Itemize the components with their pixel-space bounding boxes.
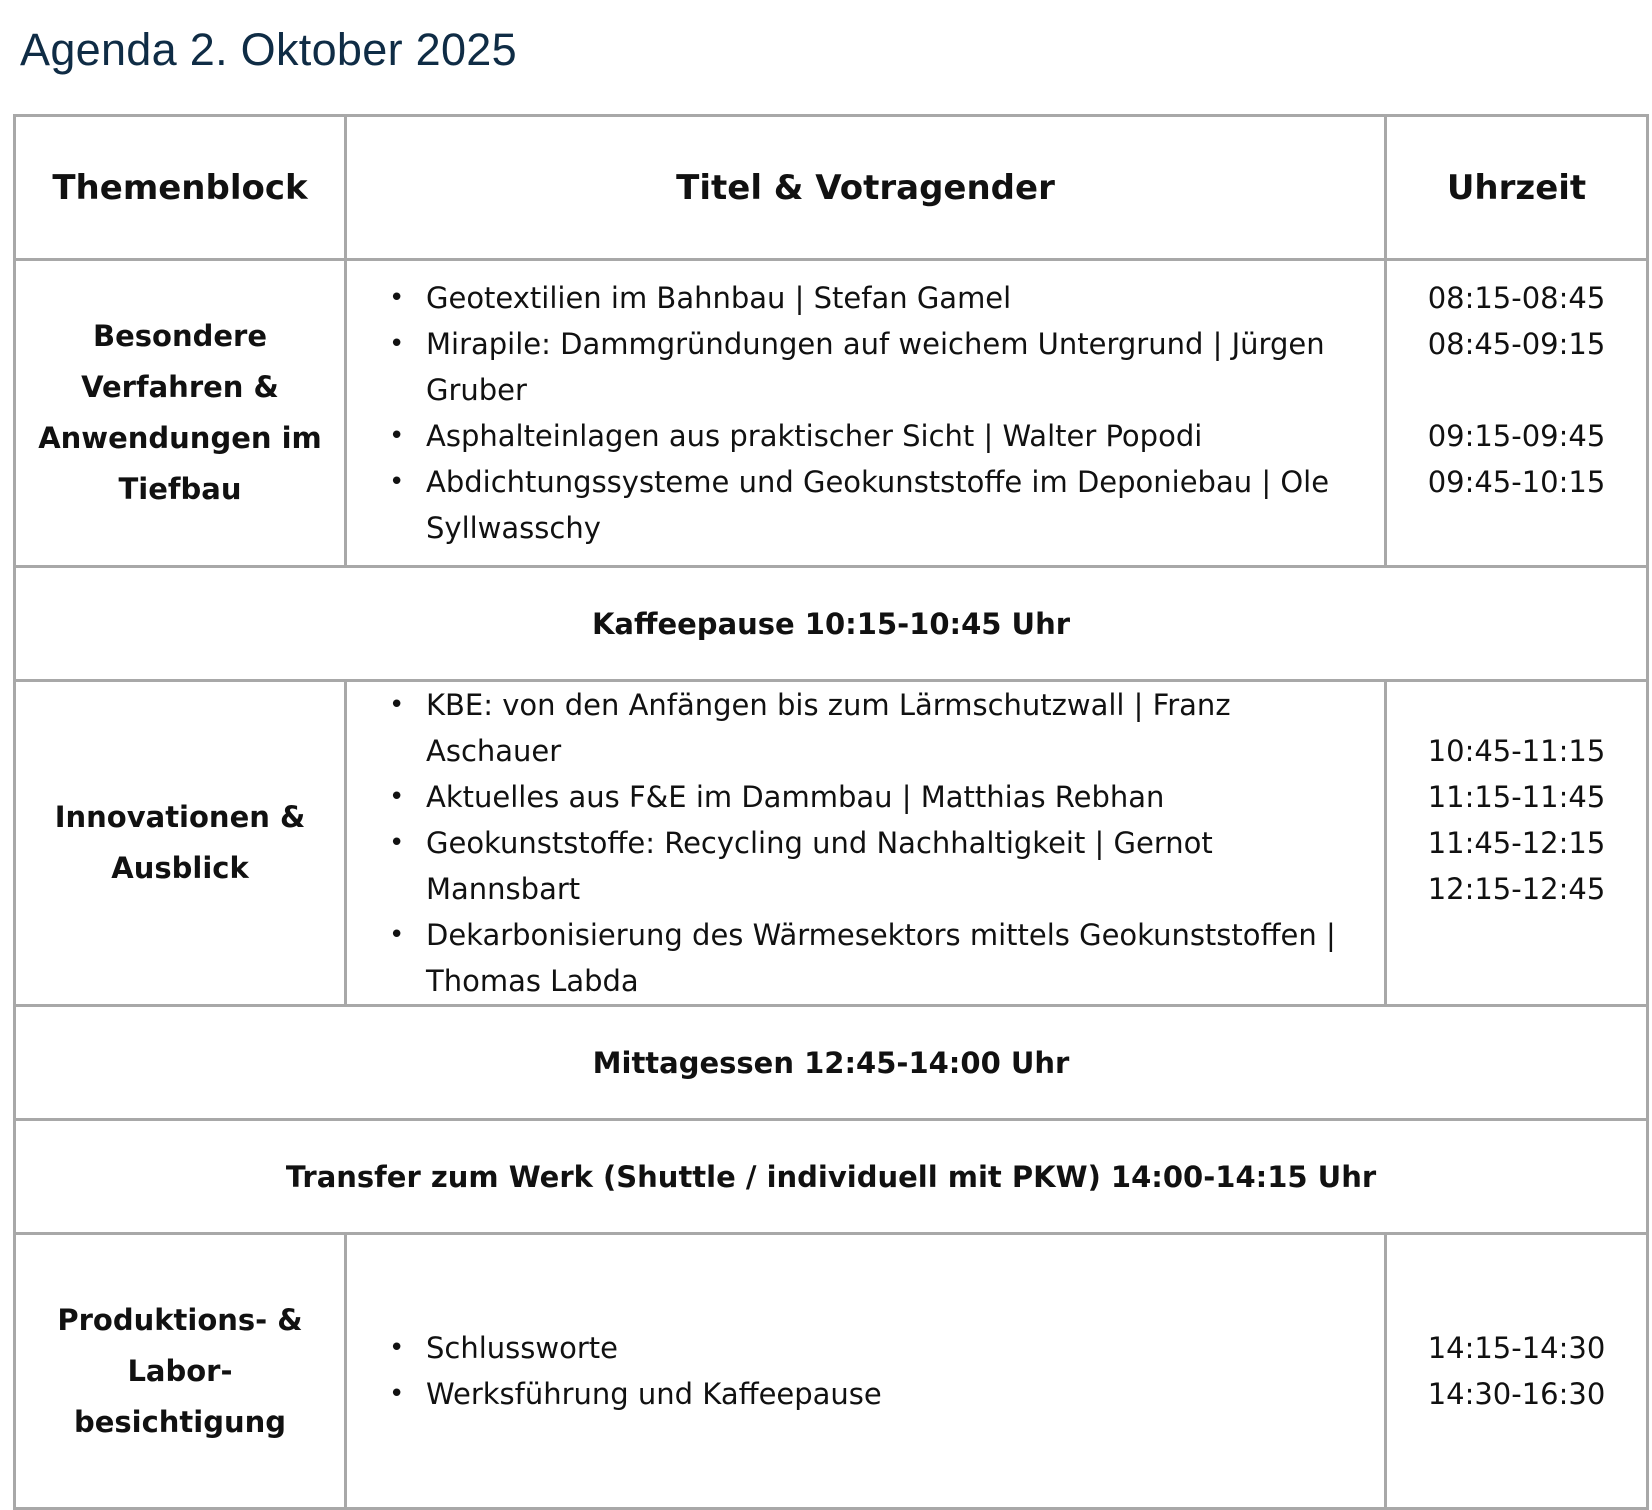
talk-time: 11:45-12:15 [1427,826,1606,860]
talks-cell [346,260,1386,567]
talk-item [389,682,1374,774]
theme-block-cell [15,681,346,1006]
talk-title: Aktuelles aus F&E im Dammbau | Matthias Rebhan [426,780,1165,814]
theme-block-line: Besondere [93,319,267,353]
header-themenblock: Themenblock [15,116,346,260]
break-row [15,1006,1648,1120]
bullet-icon: • [389,329,405,359]
talk-title: Schlussworte [426,1331,618,1365]
bullet-icon: • [389,828,405,858]
talk-time: 14:15-14:30 [1427,1331,1606,1365]
talk-item [389,912,1374,1004]
page-title: Agenda 2. Oktober 2025 [20,24,517,75]
talks-cell [346,681,1386,1006]
talk-item [389,774,1374,820]
times-cell [1386,681,1648,1006]
theme-block-cell [15,260,346,567]
theme-block-cell [15,1234,346,1509]
bullet-icon: • [389,283,405,313]
talk-title: Asphalteinlagen aus praktischer Sicht | Walter Popodi [426,419,1203,453]
section-row [15,681,1648,1006]
bullet-icon: • [389,1333,405,1363]
talk-item [389,1371,1374,1417]
theme-block-line: Innovationen & [54,800,306,834]
transfer-note: Transfer zum Werk (Shuttle / individuell mit PKW) 14:00-14:15 Uhr [15,1120,1648,1234]
times-cell [1386,1234,1648,1509]
times-cell [1386,260,1648,567]
talk-item [389,413,1374,459]
theme-block-line: Ausblick [111,851,249,885]
talk-time: 09:15-09:45 [1427,419,1606,453]
talk-list [347,275,1384,551]
talks-cell [346,1234,1386,1509]
talk-time: 08:15-08:45 [1427,281,1606,315]
bullet-icon: • [389,1379,405,1409]
bullet-icon: • [389,690,405,720]
header-titel: Titel & Votragender [346,116,1386,260]
talk-title: Geokunststoffe: Recycling und Nachhaltigkeit | Gernot Mannsbart [426,826,1213,906]
bullet-icon: • [389,467,405,497]
talk-item [389,275,1374,321]
talk-item [389,1325,1374,1371]
talk-list [347,682,1384,1004]
header-uhrzeit: Uhrzeit [1386,116,1648,260]
talk-title: KBE: von den Anfängen bis zum Lärmschutzwall | Franz Aschauer [426,688,1231,768]
coffee-break: Kaffeepause 10:15-10:45 Uhr [15,567,1648,681]
talk-time: 12:15-12:45 [1427,872,1606,906]
theme-block-line: Produktions- & [57,1302,303,1337]
talk-item [389,459,1374,551]
talk-time: 10:45-11:15 [1427,734,1606,768]
theme-block-line: Verfahren & [81,370,279,404]
theme-block-line: Tiefbau [118,472,242,506]
talk-time: 14:30-16:30 [1427,1377,1606,1411]
talk-item [389,321,1374,413]
talk-title: Mirapile: Dammgründungen auf weichem Untergrund | Jürgen Gruber [426,327,1325,407]
talk-title: Werksführung und Kaffeepause [426,1377,882,1411]
talk-list [347,1325,1384,1417]
theme-block-line: Anwendungen im [38,421,322,455]
table-header-row [15,116,1648,260]
bullet-icon: • [389,782,405,812]
agenda-table [13,114,1649,1510]
theme-block-line: besichtigung [73,1404,287,1439]
section-row [15,1234,1648,1509]
talk-time: 08:45-09:15 [1427,327,1606,361]
talk-time: 11:15-11:45 [1427,780,1606,814]
talk-time: 09:45-10:15 [1427,465,1606,499]
break-row [15,1120,1648,1234]
talk-item [389,820,1374,912]
bullet-icon: • [389,421,405,451]
bullet-icon: • [389,920,405,950]
talk-title: Dekarbonisierung des Wärmesektors mittels Geokunststoffen | Thomas Labda [426,918,1336,998]
section-row [15,260,1648,567]
talk-title: Abdichtungssysteme und Geokunststoffe im Deponiebau | Ole Syllwasschy [426,465,1330,545]
break-row [15,567,1648,681]
talk-title: Geotextilien im Bahnbau | Stefan Gamel [426,281,1012,315]
lunch-break: Mittagessen 12:45-14:00 Uhr [15,1006,1648,1120]
theme-block-line: Labor- [127,1353,233,1388]
